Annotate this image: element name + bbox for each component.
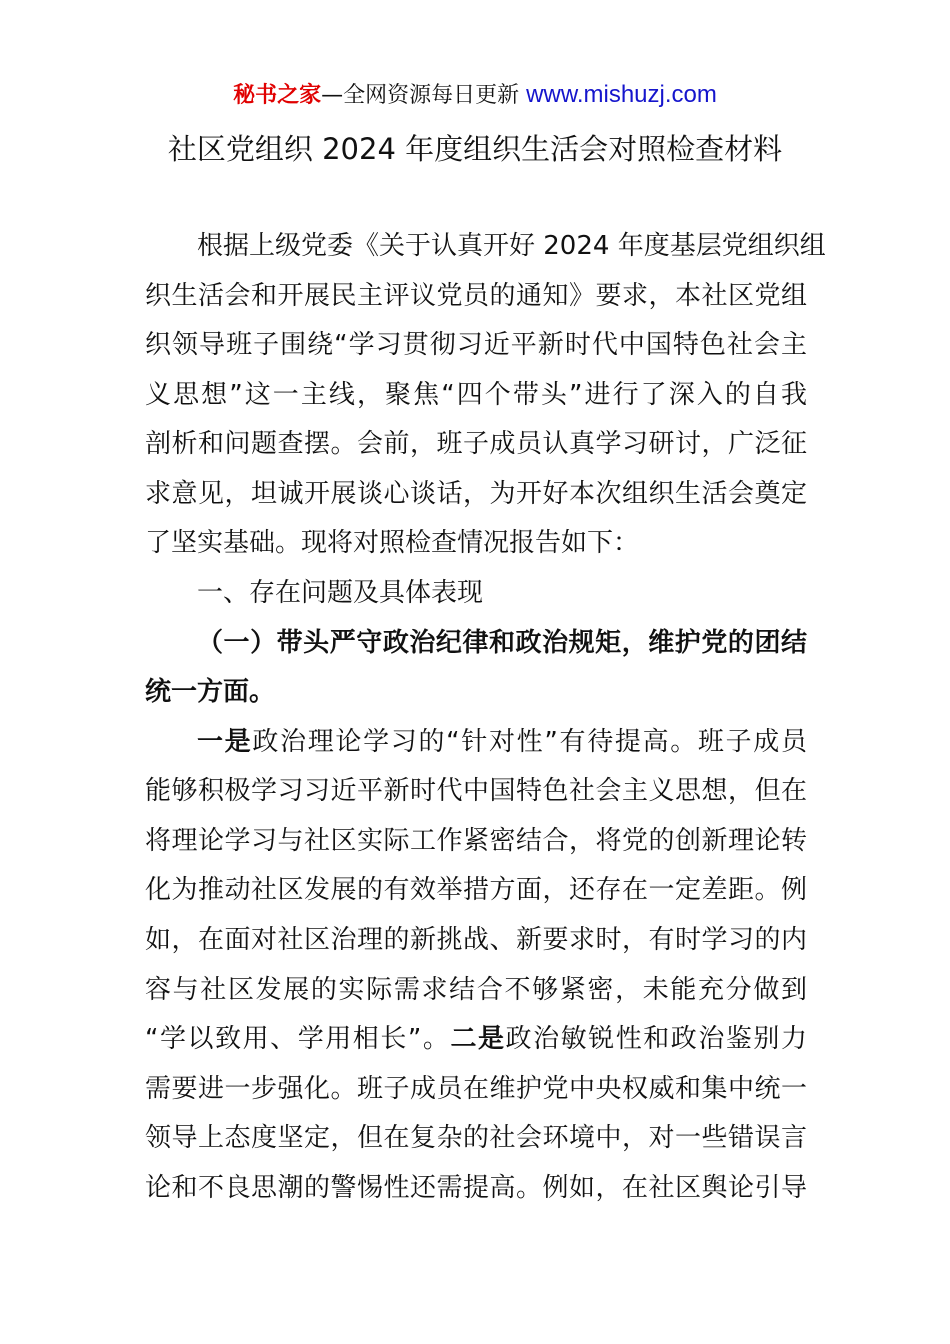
- paragraph-line: 化为推动社区发展的有效举措方面，还存在一定差距。例: [145, 875, 807, 905]
- paragraph-line: 容与社区发展的实际需求结合不够紧密，未能充分做到: [145, 975, 807, 1005]
- site-url[interactable]: www.mishuzj.com: [526, 81, 717, 108]
- paragraph-line: 领导上态度坚定，但在复杂的社会环境中，对一些错误言: [145, 1123, 807, 1153]
- paragraph-line: 将理论学习与社区实际工作紧密结合，将党的创新理论转: [145, 826, 807, 856]
- section-heading: 一、存在问题及具体表现: [197, 578, 484, 608]
- paragraph-line: 织领导班子围绕“学习贯彻习近平新时代中国特色社会主: [145, 330, 807, 360]
- subsection-heading: （一）带头严守政治纪律和政治规矩，维护党的团结: [197, 628, 807, 658]
- point-label-2: 二是: [450, 1024, 506, 1054]
- paragraph-line: 剖析和问题查摆。会前，班子成员认真学习研讨，广泛征: [145, 429, 807, 459]
- paragraph-line: 根据上级党委《关于认真开好 2024 年度基层党组织组: [197, 231, 826, 261]
- brand-name: 秘书之家: [233, 83, 322, 108]
- point-label-1: 一是: [197, 727, 253, 757]
- subsection-heading-cont: 统一方面。: [145, 677, 276, 707]
- header-tagline: —全网资源每日更新: [321, 83, 520, 108]
- paragraph-line: 织生活会和开展民主评议党员的通知》要求，本社区党组: [145, 281, 807, 311]
- paragraph-line: 求意见，坦诚开展谈心谈话，为开好本次组织生活会奠定: [145, 479, 807, 509]
- paragraph-line: 能够积极学习习近平新时代中国特色社会主义思想，但在: [145, 776, 807, 806]
- paragraph-line: 一是政治理论学习的“针对性”有待提高。班子成员: [197, 727, 807, 757]
- site-header: [0, 80, 950, 111]
- paragraph-line: “学以致用、学用相长”。二是政治敏锐性和政治鉴别力: [145, 1024, 807, 1054]
- paragraph-line: 需要进一步强化。班子成员在维护党中央权威和集中统一: [145, 1074, 807, 1104]
- paragraph-line: 论和不良思潮的警惕性还需提高。例如，在社区舆论引导: [145, 1173, 807, 1203]
- document-title: 社区党组织 2024 年度组织生活会对照检查材料: [167, 132, 783, 166]
- paragraph-line: 如，在面对社区治理的新挑战、新要求时，有时学习的内: [145, 925, 807, 955]
- paragraph-line: 义思想”这一主线，聚焦“四个带头”进行了深入的自我: [145, 380, 807, 410]
- paragraph-line: 了坚实基础。现将对照检查情况报告如下：: [145, 528, 640, 558]
